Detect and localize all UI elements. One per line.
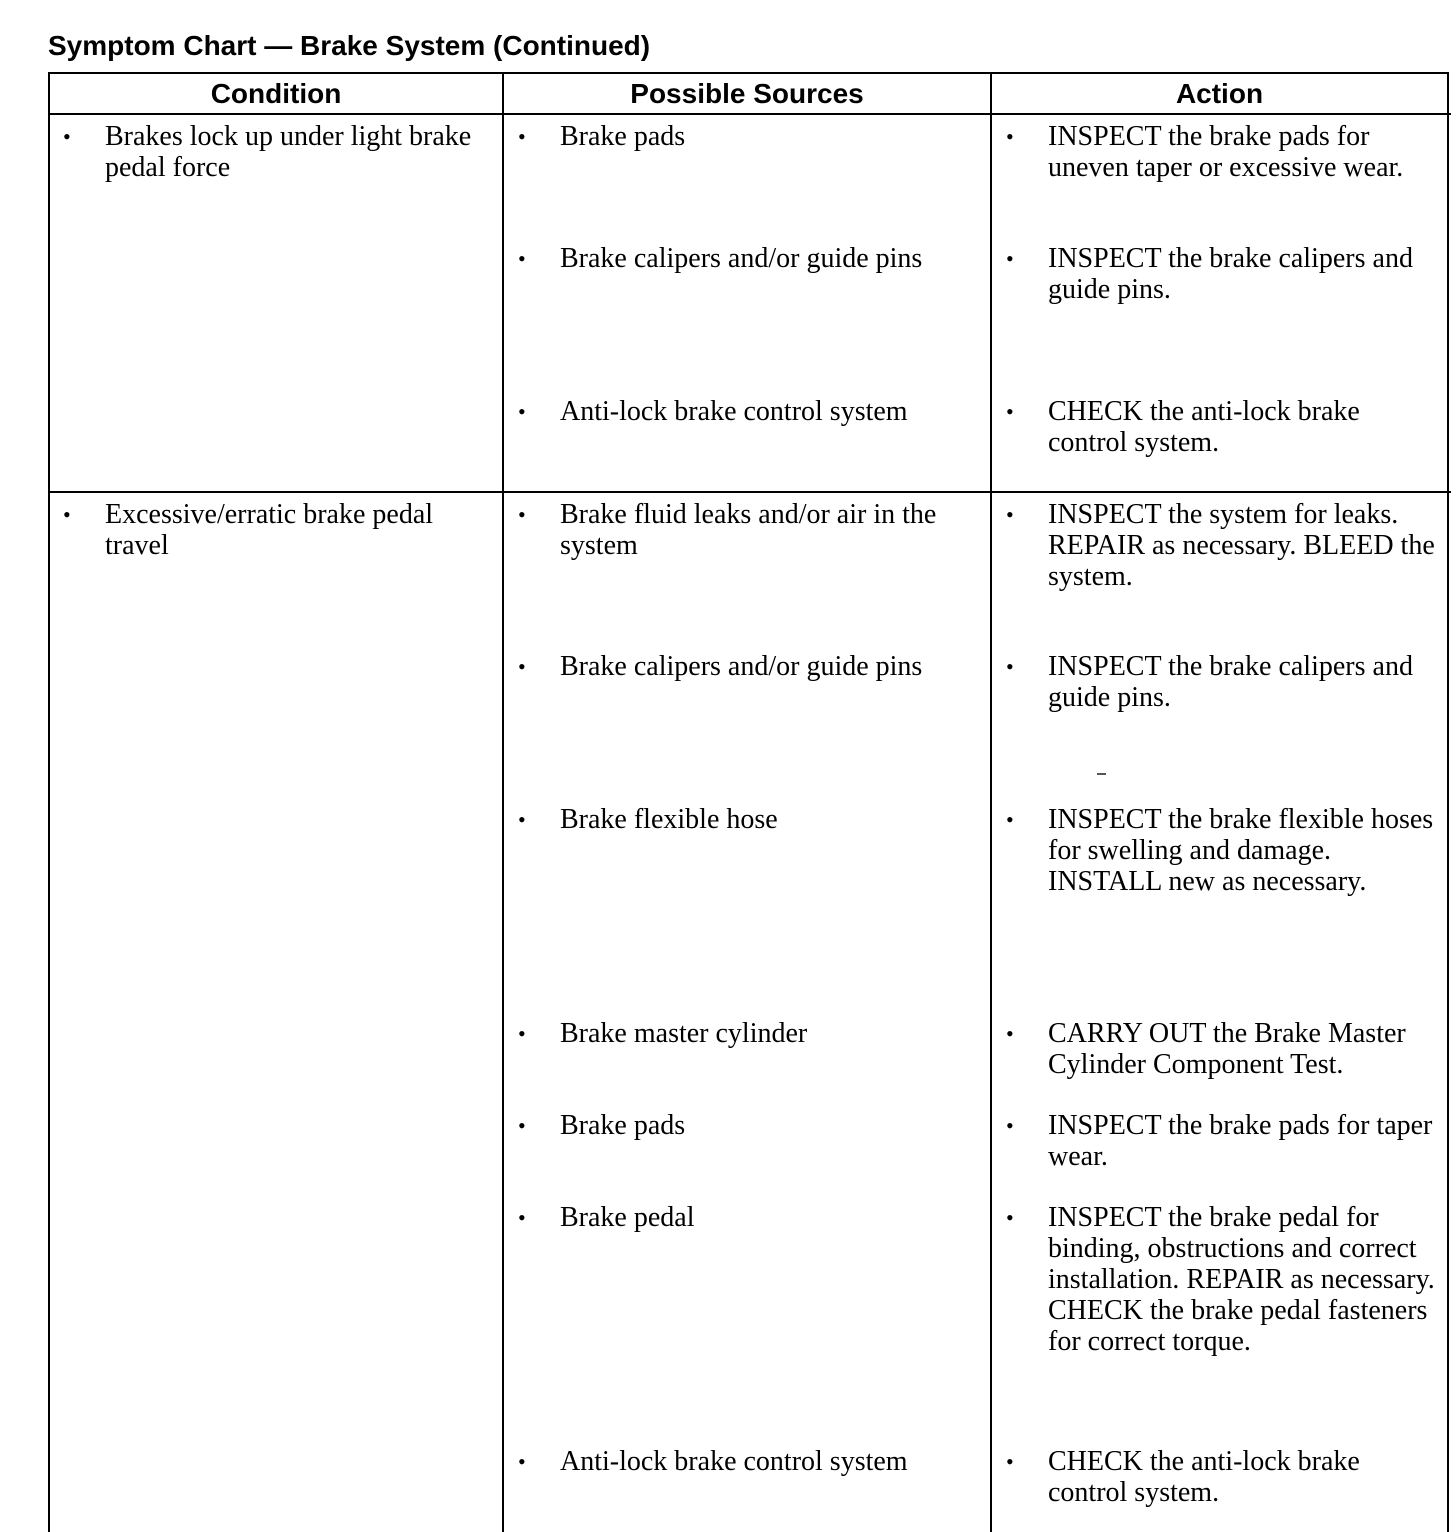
action-text: INSPECT the brake calipers and guide pins. (1048, 243, 1413, 305)
bullet-icon: • (518, 807, 526, 832)
bullet-icon: • (1006, 502, 1014, 527)
source-text: Brake calipers and/or guide pins (560, 243, 923, 274)
bullet-icon: • (518, 654, 526, 679)
action-item (1006, 499, 1438, 592)
condition-text: Excessive/erratic brake pedal travel (105, 499, 434, 561)
bullet-icon: • (1006, 1113, 1014, 1138)
source-text: Brake pads (560, 121, 686, 152)
condition-cell (63, 121, 495, 183)
bullet-icon: • (1006, 654, 1014, 679)
action-text: INSPECT the brake pads for uneven taper or excessive wear. (1048, 121, 1404, 183)
bullet-icon: • (1006, 1449, 1014, 1474)
source-item (518, 121, 960, 152)
action-text: INSPECT the brake pads for taper wear. (1048, 1110, 1433, 1172)
scan-mark (1097, 773, 1106, 775)
source-item (518, 1110, 960, 1141)
action-item (1006, 121, 1438, 183)
bullet-icon: • (518, 1113, 526, 1138)
action-text: CHECK the anti-lock brake control system. (1048, 396, 1360, 458)
bullet-icon: • (63, 502, 71, 527)
source-item (518, 1202, 960, 1233)
row-divider (48, 491, 1451, 493)
bullet-icon: • (63, 124, 71, 149)
source-text: Brake master cylinder (560, 1018, 808, 1049)
bullet-icon: • (518, 502, 526, 527)
source-text: Brake flexible hose (560, 804, 778, 835)
source-text: Brake fluid leaks and/or air in the system (560, 499, 937, 561)
bullet-icon: • (518, 246, 526, 271)
action-text: INSPECT the brake flexible hoses for swelling and damage. INSTALL new as necessary. (1048, 804, 1434, 897)
action-text: INSPECT the brake pedal for binding, obstructions and correct installation. REPAIR as necessary. CHECK the brake pedal fasteners for correct torque. (1048, 1202, 1435, 1357)
action-item (1006, 396, 1438, 458)
source-text: Brake calipers and/or guide pins (560, 651, 923, 682)
column-header-possible-sources: Possible Sources (630, 78, 864, 109)
source-item (518, 804, 960, 835)
bullet-icon: • (518, 1021, 526, 1046)
condition-cell (63, 499, 495, 561)
bullet-icon: • (1006, 124, 1014, 149)
bullet-icon: • (518, 124, 526, 149)
source-item (518, 651, 960, 682)
action-item (1006, 651, 1438, 713)
action-item (1006, 243, 1438, 305)
page-title: Symptom Chart — Brake System (Continued) (48, 30, 651, 61)
action-text: INSPECT the system for leaks. REPAIR as necessary. BLEED the system. (1048, 499, 1435, 592)
action-item (1006, 1446, 1438, 1508)
source-item (518, 1018, 960, 1049)
action-item (1006, 804, 1438, 897)
action-text: INSPECT the brake calipers and guide pins. (1048, 651, 1413, 713)
column-divider (990, 72, 992, 1532)
source-item (518, 499, 970, 561)
source-text: Brake pedal (560, 1202, 695, 1233)
column-header-condition: Condition (210, 78, 342, 109)
bullet-icon: • (518, 399, 526, 424)
condition-text: Brakes lock up under light brake pedal force (105, 121, 472, 183)
action-text: CHECK the anti-lock brake control system. (1048, 1446, 1360, 1508)
action-item (1006, 1018, 1438, 1080)
column-divider (502, 72, 504, 1532)
bullet-icon: • (518, 1449, 526, 1474)
source-item (518, 243, 960, 274)
bullet-icon: • (1006, 807, 1014, 832)
action-item (1006, 1110, 1438, 1172)
bullet-icon: • (1006, 1021, 1014, 1046)
bullet-icon: • (1006, 1205, 1014, 1230)
action-text: CARRY OUT the Brake Master Cylinder Component Test. (1048, 1018, 1406, 1080)
bullet-icon: • (1006, 399, 1014, 424)
action-item (1006, 1202, 1438, 1357)
source-text: Anti-lock brake control system (560, 396, 908, 427)
source-text: Brake pads (560, 1110, 686, 1141)
column-header-action: Action (1175, 78, 1264, 109)
source-item (518, 396, 960, 427)
bullet-icon: • (1006, 246, 1014, 271)
source-item (518, 1446, 960, 1477)
bullet-icon: • (518, 1205, 526, 1230)
source-text: Anti-lock brake control system (560, 1446, 908, 1477)
